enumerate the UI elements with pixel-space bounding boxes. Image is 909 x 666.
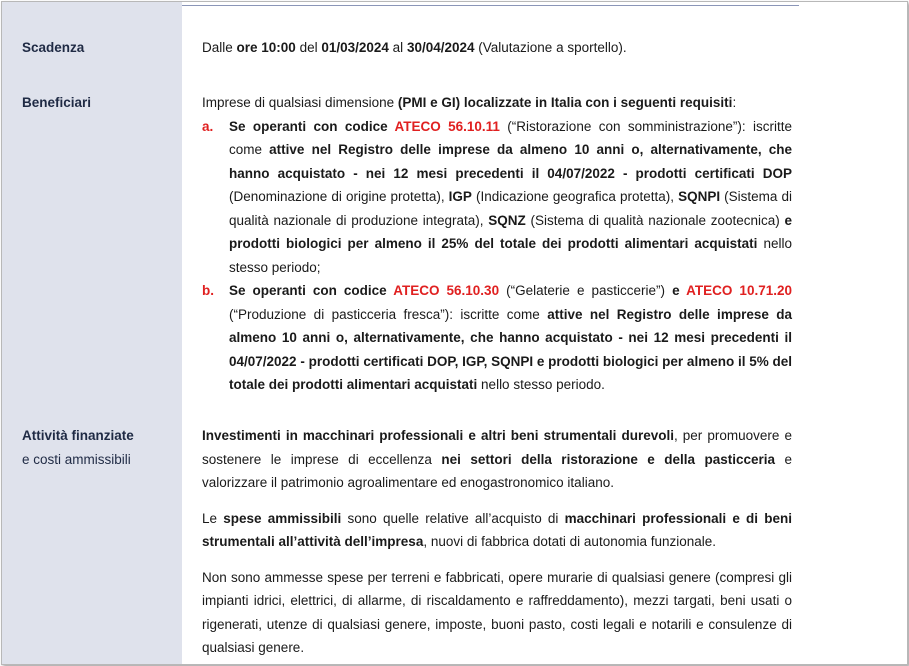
document-page xyxy=(1,1,908,665)
bold-text: ore 10:00 xyxy=(236,40,296,55)
attivita-paragraph-3: Non sono ammesse spese per terreni e fabbricati, opere murarie di qualsiasi genere (compresi gli impianti idrici, elettrici, di allarme, di riscaldamento e raffreddamento), mezzi targati, beni usati o rigenerati, utenze di qualsiasi genere, imposte, buoni pasto, costi legali e notarili e consulenze di qualsiasi genere. xyxy=(202,569,792,655)
text: (“Gelaterie e pasticcerie”) xyxy=(499,283,673,298)
attivita-paragraph-1 xyxy=(202,424,792,495)
text: (“Ristorazione con somministrazione”): iscritte come xyxy=(229,118,792,157)
beneficiari-intro xyxy=(202,91,792,115)
bold-text: Se operanti con codice xyxy=(229,283,394,298)
bold-text: spese ammissibili xyxy=(223,510,342,526)
bold-text: SQNZ xyxy=(488,212,526,228)
bold-text: (PMI e GI) localizzate in Italia con i seguenti requisiti xyxy=(397,95,733,110)
text: (Indicazione geografica protetta), xyxy=(471,189,679,204)
text: e valorizzare il patrimonio agroalimentare ed enogastronomico italiano. xyxy=(202,451,792,490)
list-marker: a. xyxy=(202,118,214,134)
text: , nuovi di fabbrica dotati di autonomia funzionale. xyxy=(423,534,717,549)
bold-text: SQNPI xyxy=(678,189,721,204)
text: (Valutazione a sportello). xyxy=(474,40,627,55)
bold-text: nei settori della ristorazione e della pasticceria xyxy=(441,451,776,467)
list-item-b xyxy=(202,279,792,397)
label-attivita-line1: Attività finanziate xyxy=(22,428,134,443)
label-beneficiari-text: Beneficiari xyxy=(22,95,92,110)
label-scadenza xyxy=(22,36,177,60)
top-divider xyxy=(182,5,799,6)
text: (Sistema di qualità nazionale zootecnica) xyxy=(525,212,785,228)
text: nello stesso periodo. xyxy=(477,377,605,392)
text: (Sistema di qualità nazionale di produzione integrata), xyxy=(229,189,793,228)
bold-text: attive nel Registro delle imprese da almeno 10 anni o, alternativamente, che hanno acquistato - nei 12 mesi precedenti il 04/07/2022 - prodotti certificati DOP xyxy=(229,142,793,181)
bold-text: e prodotti biologici per almeno il 25% del totale dei prodotti alimentari acquistati xyxy=(229,212,792,251)
text: Dalle xyxy=(202,40,237,55)
text: (Denominazione di origine protetta), xyxy=(229,189,449,204)
label-attivita-line2: e costi ammissibili xyxy=(22,451,131,467)
scadenza-text xyxy=(202,36,792,60)
bold-text: macchinari professionali e di beni strumentali all’attività dell’impresa xyxy=(202,510,793,549)
scadenza-content xyxy=(202,36,792,60)
bold-text: attive nel Registro delle imprese da almeno 10 anni o, alternativamente, che hanno acquistato - nei 12 mesi precedenti il 04/07/2022 - prodotti certificati DOP, IGP, SQNPI e prodotti biologici per almeno il 5% del totale dei prodotti alimentari acquistati xyxy=(229,306,792,392)
bold-text: IGP xyxy=(448,189,472,204)
text: del xyxy=(295,40,322,55)
bold-text: Se operanti con codice xyxy=(229,118,395,134)
bold-text: 30/04/2024 xyxy=(406,40,475,55)
text: : xyxy=(732,95,737,110)
text: al xyxy=(388,40,407,55)
attivita-content xyxy=(202,424,792,660)
ateco-code: ATECO 56.10.11 xyxy=(394,118,500,134)
label-scadenza-text: Scadenza xyxy=(22,40,85,55)
attivita-paragraph-2 xyxy=(202,507,792,554)
bold-text: e xyxy=(672,283,687,298)
beneficiari-content xyxy=(202,91,792,397)
ateco-code: ATECO 56.10.30 xyxy=(393,283,500,298)
text: nello stesso periodo; xyxy=(229,236,792,275)
bold-text: 01/03/2024 xyxy=(321,40,389,55)
ateco-code: ATECO 10.71.20 xyxy=(686,283,792,298)
list-marker: b. xyxy=(202,283,214,298)
text: (“Produzione di pasticceria fresca”): iscritte come xyxy=(229,306,548,322)
label-attivita xyxy=(22,424,177,471)
text: sono quelle relative all’acquisto di xyxy=(341,510,565,526)
text: Imprese di qualsiasi dimensione xyxy=(202,95,398,110)
bold-text: Investimenti in macchinari professionali e altri beni strumentali durevoli xyxy=(202,428,674,443)
list-item-a xyxy=(202,115,792,280)
text: Le xyxy=(202,510,224,526)
label-beneficiari xyxy=(22,91,177,115)
text: , per promuovere e sostenere le imprese di eccellenza xyxy=(202,428,792,467)
